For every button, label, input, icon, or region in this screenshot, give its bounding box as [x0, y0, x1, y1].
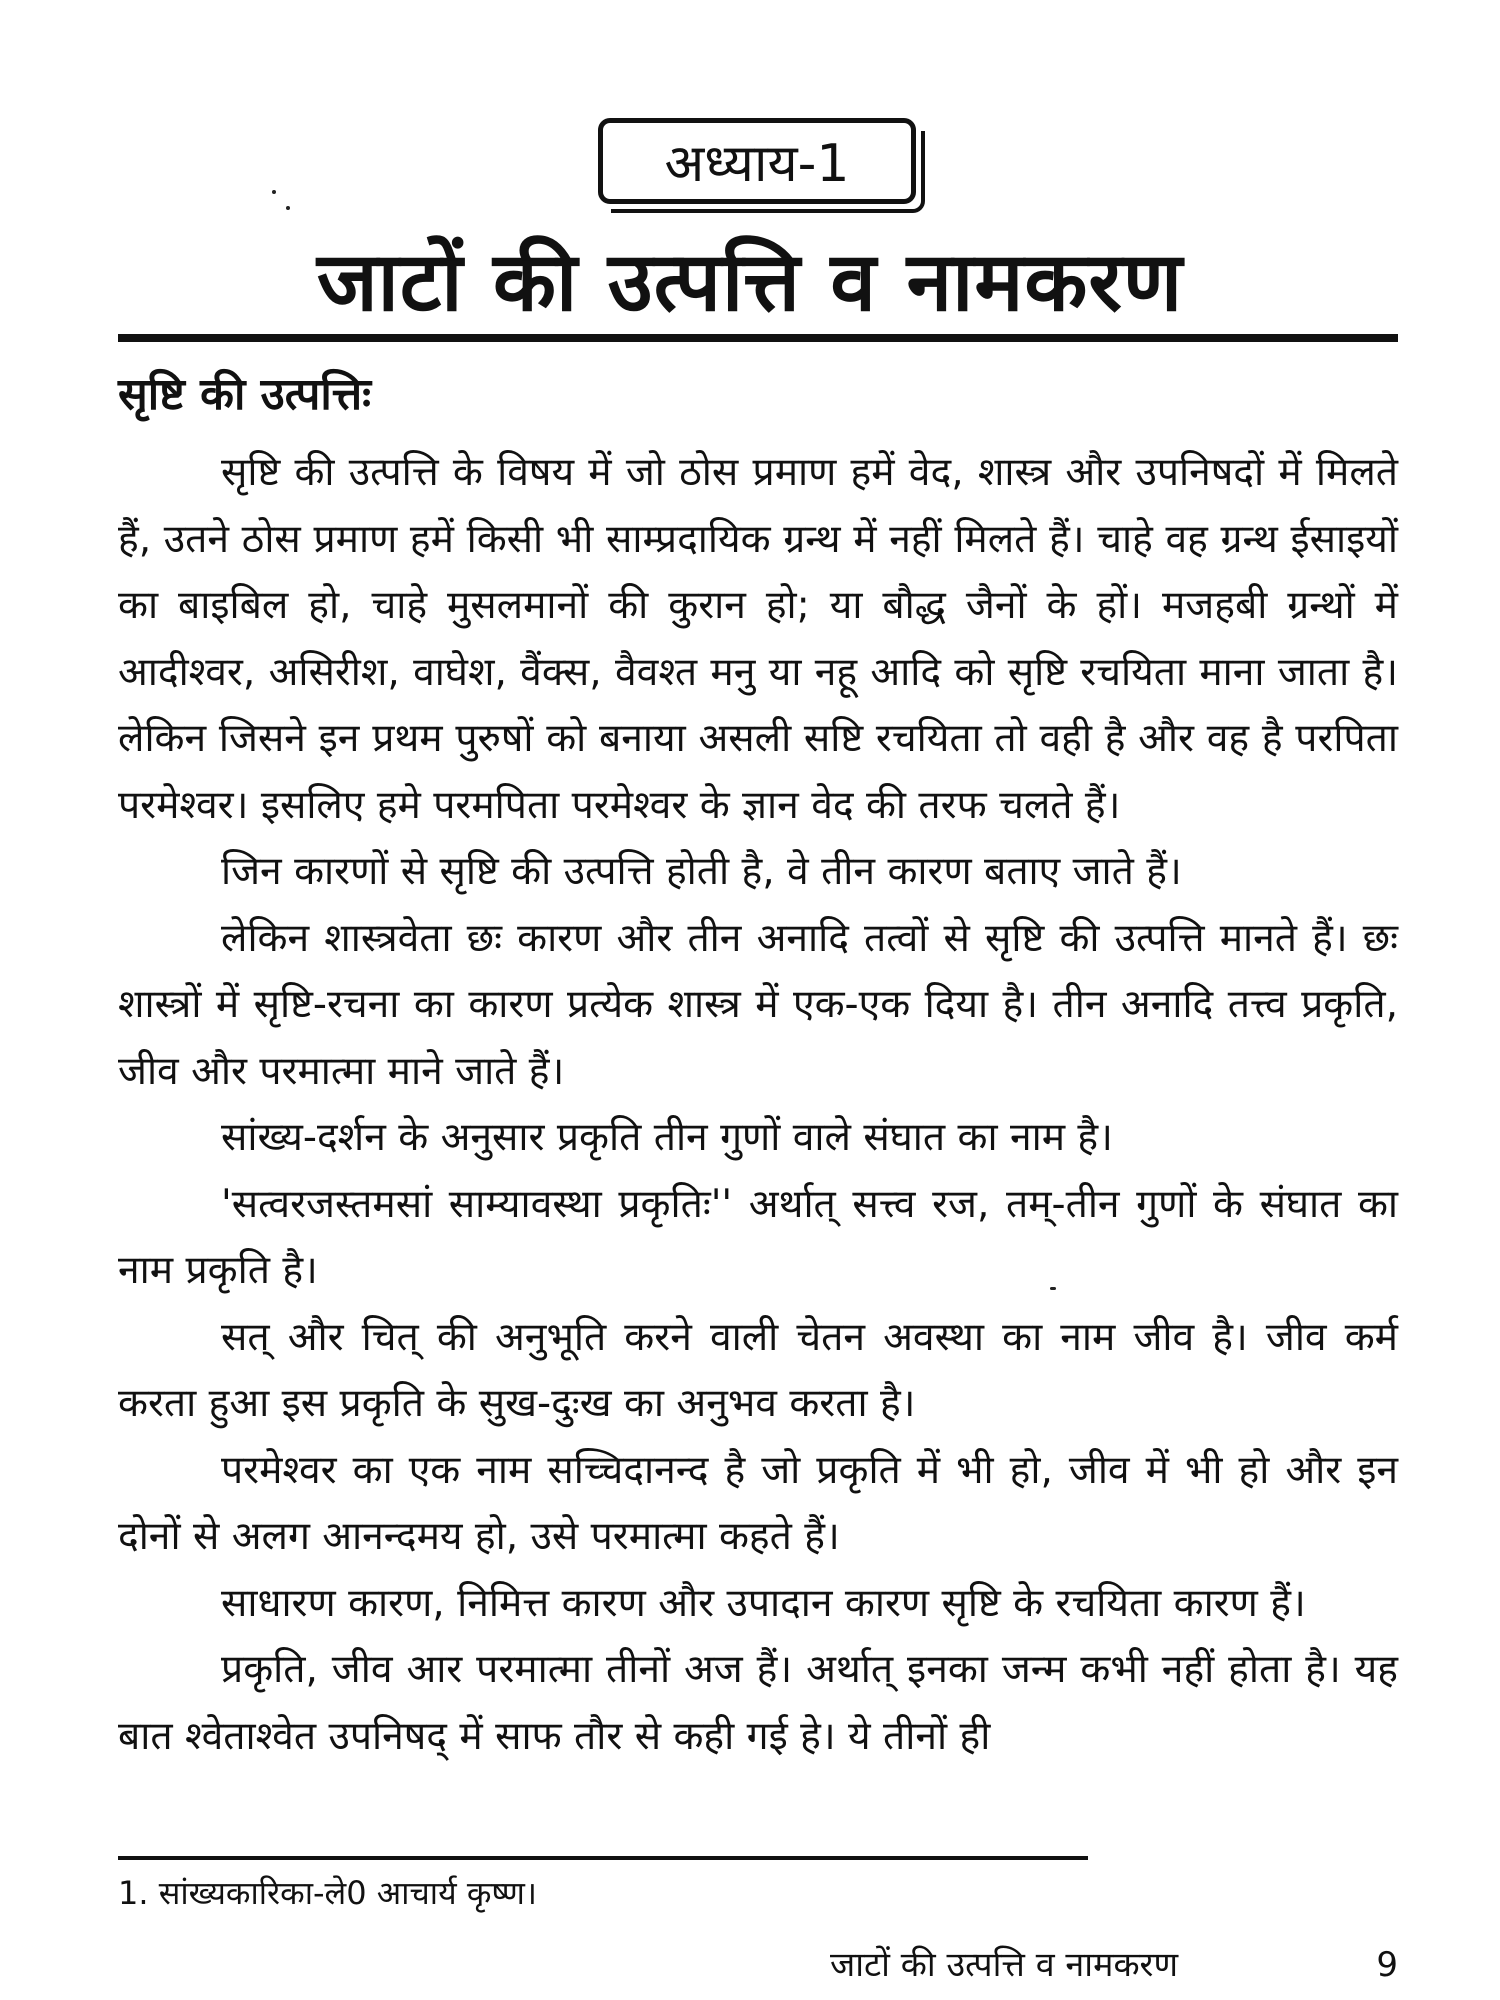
running-footer [830, 1940, 1398, 1990]
footnote: 1. सांख्यकारिका-ले0 आचार्य कृष्ण। [118, 1874, 537, 1912]
paragraph: जिन कारणों से सृष्टि की उत्पत्ति होती है, वे तीन कारण बताए जाते हैं। [221, 849, 1182, 894]
section-heading: सृष्टि की उत्पत्तिः [118, 369, 372, 420]
scan-speck [272, 190, 276, 194]
paragraph: सत् और चित् की अनुभूति करने वाली चेतन अवस्था का नाम जीव है। जीव कर्म करता हुआ इस प्रकृति के सुख-दुःख का अनुभव करता है। [118, 1314, 1398, 1426]
title-underline-rule [118, 334, 1398, 342]
scan-speck [286, 206, 290, 210]
body-text [118, 440, 1398, 1770]
paragraph: परमेश्वर का एक नाम सच्चिदानन्द है जो प्रकृति में भी हो, जीव में भी हो और इन दोनों से अलग आनन्दमय हो, उसे परमात्मा कहते हैं। [118, 1447, 1398, 1559]
chapter-label-box [598, 118, 916, 204]
paragraph: 'सत्वरजस्तमसां साम्यावस्था प्रकृतिः'' अर्थात् सत्त्व रज, तम्-तीन गुणों के संघात का नाम प्रकृति है। [118, 1181, 1398, 1293]
running-footer-title: जाटों की उत्पत्ति व नामकरण [830, 1945, 1179, 1985]
scan-speck [1050, 1287, 1056, 1290]
footnote-separator-rule [118, 1856, 1088, 1860]
paragraph: सांख्य-दर्शन के अनुसार प्रकृति तीन गुणों वाले संघात का नाम है। [221, 1115, 1113, 1160]
paragraph: प्रकृति, जीव आर परमात्मा तीनों अज हैं। अर्थात् इनका जन्म कभी नहीं होता है। यह बात श्वेताश्वेत उपनिषद् में साफ तौर से कही गई हे। ये तीनों ही [118, 1647, 1398, 1759]
chapter-label: अध्याय-1 [664, 133, 850, 194]
paragraph: सृष्टि की उत्पत्ति के विषय में जो ठोस प्रमाण हमें वेद, शास्त्र और उपनिषदों में मिलते हैं, उतने ठोस प्रमाण हमें किसी भी साम्प्रदायिक ग्रन्थ में नहीं मिलते हैं। चाहे वह ग्रन्थ ईसाइयों का बाइबिल हो, चाहे मुसलमानों की कुरान हो; या बौद्ध जैनों के हों। मजहबी ग्रन्थों में आदीश्वर, असिरीश, वाघेश, वैंक्स, वैवश्त मनु या नहू आदि को सृष्टि रचयिता माना जाता है। लेकिन जिसने इन प्रथम पुरुषों को बनाया असली सष्टि रचयिता तो वही है और वह है परपिता परमेश्वर। इसलिए हमे परमपिता परमेश्वर के ज्ञान वेद की तरफ चलते हैं। [118, 450, 1398, 828]
chapter-title: जाटों की उत्पत्ति व नामकरण [316, 235, 1184, 330]
paragraph: साधारण कारण, निमित्त कारण और उपादान कारण सृष्टि के रचयिता कारण हैं। [221, 1580, 1306, 1626]
page-number: 9 [1376, 1945, 1398, 1985]
paragraph: लेकिन शास्त्रवेता छः कारण और तीन अनादि तत्वों से सृष्टि की उत्पत्ति मानते हैं। छः शास्त्रों में सृष्टि-रचना का कारण प्रत्येक शास्त्र में एक-एक दिया है। तीन अनादि तत्त्व प्रकृति, जीव और परमात्मा माने जाते हैं। [118, 915, 1398, 1094]
